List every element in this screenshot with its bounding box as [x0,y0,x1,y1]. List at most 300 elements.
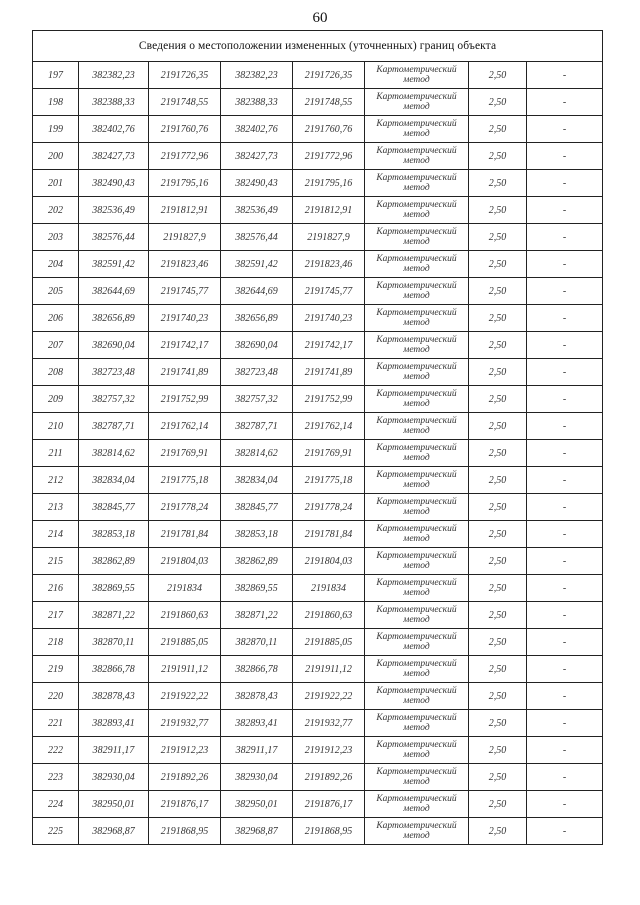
x-old-cell: 382930,04 [79,764,149,791]
method-cell [365,197,469,224]
method-line-1: Картометрический [376,92,457,102]
x-new-cell: 382388,33 [221,89,293,116]
method-cell [365,332,469,359]
note-cell: - [527,116,603,143]
method-line-2: метод [403,399,430,409]
y-new-cell: 2191912,23 [293,737,365,764]
method-line-2: метод [403,183,430,193]
x-old-cell: 382845,77 [79,494,149,521]
y-new-cell: 2191740,23 [293,305,365,332]
method-cell [365,494,469,521]
accuracy-cell: 2,50 [469,575,527,602]
table-row [33,413,603,440]
x-new-cell: 382930,04 [221,764,293,791]
method-line-2: метод [403,480,430,490]
x-new-cell: 382787,71 [221,413,293,440]
y-old-cell: 2191752,99 [149,386,221,413]
table-title-row [33,31,603,62]
method-line-1: Картометрический [376,632,457,642]
y-old-cell: 2191834 [149,575,221,602]
page-number: 60 [312,10,328,26]
note-cell: - [527,278,603,305]
x-new-cell: 382878,43 [221,683,293,710]
y-old-cell: 2191781,84 [149,521,221,548]
accuracy-cell: 2,50 [469,116,527,143]
y-new-cell: 2191778,24 [293,494,365,521]
method-line-1: Картометрический [376,686,457,696]
table-row [33,737,603,764]
note-cell: - [527,413,603,440]
table-row [33,494,603,521]
method-cell [365,791,469,818]
note-cell: - [527,818,603,845]
table-row [33,332,603,359]
accuracy-cell: 2,50 [469,62,527,89]
y-new-cell: 2191760,76 [293,116,365,143]
y-new-cell: 2191827,9 [293,224,365,251]
note-cell: - [527,548,603,575]
y-new-cell: 2191772,96 [293,143,365,170]
method-line-1: Картометрический [376,659,457,669]
y-old-cell: 2191860,63 [149,602,221,629]
accuracy-cell: 2,50 [469,737,527,764]
accuracy-cell: 2,50 [469,683,527,710]
y-new-cell: 2191804,03 [293,548,365,575]
y-old-cell: 2191892,26 [149,764,221,791]
point-number-cell: 223 [33,764,79,791]
y-old-cell: 2191762,14 [149,413,221,440]
point-number-cell: 215 [33,548,79,575]
x-new-cell: 382427,73 [221,143,293,170]
method-line-1: Картометрический [376,416,457,426]
y-old-cell: 2191742,17 [149,332,221,359]
method-line-2: метод [403,129,430,139]
table-row [33,683,603,710]
method-cell [365,521,469,548]
table-row [33,791,603,818]
point-number-cell: 201 [33,170,79,197]
point-number-cell: 210 [33,413,79,440]
y-new-cell: 2191742,17 [293,332,365,359]
x-old-cell: 382911,17 [79,737,149,764]
x-new-cell: 382591,42 [221,251,293,278]
x-old-cell: 382757,32 [79,386,149,413]
note-cell: - [527,710,603,737]
y-new-cell: 2191769,91 [293,440,365,467]
y-new-cell: 2191834 [293,575,365,602]
y-new-cell: 2191748,55 [293,89,365,116]
x-old-cell: 382591,42 [79,251,149,278]
method-line-2: метод [403,669,430,679]
accuracy-cell: 2,50 [469,440,527,467]
y-new-cell: 2191812,91 [293,197,365,224]
table-row [33,224,603,251]
note-cell: - [527,575,603,602]
method-cell [365,710,469,737]
method-line-1: Картометрический [376,173,457,183]
table-row [33,818,603,845]
table-row [33,62,603,89]
method-cell [365,170,469,197]
y-old-cell: 2191827,9 [149,224,221,251]
point-number-cell: 214 [33,521,79,548]
y-old-cell: 2191795,16 [149,170,221,197]
method-line-2: метод [403,723,430,733]
method-line-1: Картометрический [376,605,457,615]
point-number-cell: 212 [33,467,79,494]
method-cell [365,467,469,494]
note-cell: - [527,791,603,818]
table-row [33,251,603,278]
point-number-cell: 199 [33,116,79,143]
y-new-cell: 2191892,26 [293,764,365,791]
table-row [33,764,603,791]
y-old-cell: 2191804,03 [149,548,221,575]
method-line-2: метод [403,102,430,112]
table-row [33,197,603,224]
x-new-cell: 382814,62 [221,440,293,467]
method-line-2: метод [403,264,430,274]
y-new-cell: 2191781,84 [293,521,365,548]
method-line-1: Картометрический [376,362,457,372]
x-new-cell: 382870,11 [221,629,293,656]
y-new-cell: 2191932,77 [293,710,365,737]
point-number-cell: 222 [33,737,79,764]
y-old-cell: 2191778,24 [149,494,221,521]
point-number-cell: 211 [33,440,79,467]
y-new-cell: 2191741,89 [293,359,365,386]
y-old-cell: 2191772,96 [149,143,221,170]
table-row [33,278,603,305]
x-new-cell: 382757,32 [221,386,293,413]
method-line-2: метод [403,696,430,706]
x-new-cell: 382382,23 [221,62,293,89]
method-line-1: Картометрический [376,578,457,588]
method-line-2: метод [403,318,430,328]
x-new-cell: 382834,04 [221,467,293,494]
accuracy-cell: 2,50 [469,278,527,305]
y-old-cell: 2191769,91 [149,440,221,467]
method-line-2: метод [403,777,430,787]
method-line-1: Картометрический [376,65,457,75]
point-number-cell: 205 [33,278,79,305]
accuracy-cell: 2,50 [469,89,527,116]
y-old-cell: 2191932,77 [149,710,221,737]
accuracy-cell: 2,50 [469,386,527,413]
method-line-1: Картометрический [376,767,457,777]
table-row [33,602,603,629]
y-old-cell: 2191885,05 [149,629,221,656]
table-row [33,359,603,386]
y-old-cell: 2191823,46 [149,251,221,278]
accuracy-cell: 2,50 [469,521,527,548]
method-line-1: Картометрический [376,389,457,399]
point-number-cell: 225 [33,818,79,845]
accuracy-cell: 2,50 [469,170,527,197]
accuracy-cell: 2,50 [469,467,527,494]
point-number-cell: 202 [33,197,79,224]
accuracy-cell: 2,50 [469,224,527,251]
x-old-cell: 382536,49 [79,197,149,224]
y-old-cell: 2191868,95 [149,818,221,845]
y-old-cell: 2191760,76 [149,116,221,143]
table-row [33,548,603,575]
x-old-cell: 382427,73 [79,143,149,170]
point-number-cell: 221 [33,710,79,737]
x-new-cell: 382911,17 [221,737,293,764]
x-old-cell: 382723,48 [79,359,149,386]
method-cell [365,386,469,413]
x-old-cell: 382656,89 [79,305,149,332]
y-old-cell: 2191922,22 [149,683,221,710]
note-cell: - [527,467,603,494]
note-cell: - [527,440,603,467]
x-new-cell: 382723,48 [221,359,293,386]
x-new-cell: 382869,55 [221,575,293,602]
y-new-cell: 2191885,05 [293,629,365,656]
method-line-2: метод [403,156,430,166]
x-new-cell: 382656,89 [221,305,293,332]
method-line-2: метод [403,291,430,301]
x-new-cell: 382690,04 [221,332,293,359]
note-cell: - [527,629,603,656]
x-old-cell: 382787,71 [79,413,149,440]
method-line-2: метод [403,426,430,436]
note-cell: - [527,602,603,629]
method-cell [365,818,469,845]
y-old-cell: 2191775,18 [149,467,221,494]
x-old-cell: 382968,87 [79,818,149,845]
accuracy-cell: 2,50 [469,251,527,278]
point-number-cell: 224 [33,791,79,818]
accuracy-cell: 2,50 [469,332,527,359]
x-old-cell: 382576,44 [79,224,149,251]
point-number-cell: 198 [33,89,79,116]
accuracy-cell: 2,50 [469,413,527,440]
note-cell: - [527,143,603,170]
method-cell [365,224,469,251]
x-old-cell: 382878,43 [79,683,149,710]
x-old-cell: 382862,89 [79,548,149,575]
point-number-cell: 204 [33,251,79,278]
method-line-1: Картометрический [376,146,457,156]
note-cell: - [527,656,603,683]
method-line-1: Картометрический [376,254,457,264]
y-old-cell: 2191726,35 [149,62,221,89]
point-number-cell: 213 [33,494,79,521]
accuracy-cell: 2,50 [469,629,527,656]
method-cell [365,548,469,575]
table-row [33,143,603,170]
method-line-1: Картометрический [376,551,457,561]
method-line-1: Картометрический [376,524,457,534]
accuracy-cell: 2,50 [469,359,527,386]
y-old-cell: 2191741,89 [149,359,221,386]
y-old-cell: 2191740,23 [149,305,221,332]
y-new-cell: 2191795,16 [293,170,365,197]
x-new-cell: 382576,44 [221,224,293,251]
note-cell: - [527,251,603,278]
method-cell [365,305,469,332]
x-new-cell: 382862,89 [221,548,293,575]
note-cell: - [527,494,603,521]
note-cell: - [527,386,603,413]
point-number-cell: 207 [33,332,79,359]
y-new-cell: 2191823,46 [293,251,365,278]
method-cell [365,575,469,602]
accuracy-cell: 2,50 [469,656,527,683]
method-line-2: метод [403,507,430,517]
method-cell [365,737,469,764]
point-number-cell: 208 [33,359,79,386]
method-line-2: метод [403,345,430,355]
y-new-cell: 2191762,14 [293,413,365,440]
accuracy-cell: 2,50 [469,494,527,521]
note-cell: - [527,332,603,359]
x-new-cell: 382644,69 [221,278,293,305]
table-row [33,575,603,602]
x-old-cell: 382871,22 [79,602,149,629]
point-number-cell: 218 [33,629,79,656]
y-old-cell: 2191912,23 [149,737,221,764]
table-row [33,116,603,143]
x-old-cell: 382870,11 [79,629,149,656]
method-cell [365,359,469,386]
method-cell [365,413,469,440]
table-row [33,521,603,548]
method-line-2: метод [403,561,430,571]
x-old-cell: 382388,33 [79,89,149,116]
y-new-cell: 2191860,63 [293,602,365,629]
method-line-2: метод [403,804,430,814]
table-row [33,386,603,413]
note-cell: - [527,359,603,386]
y-new-cell: 2191911,12 [293,656,365,683]
method-line-1: Картометрический [376,713,457,723]
point-number-cell: 209 [33,386,79,413]
method-cell [365,683,469,710]
point-number-cell: 200 [33,143,79,170]
accuracy-cell: 2,50 [469,197,527,224]
method-line-2: метод [403,642,430,652]
method-cell [365,251,469,278]
x-old-cell: 382644,69 [79,278,149,305]
y-new-cell: 2191745,77 [293,278,365,305]
x-new-cell: 382871,22 [221,602,293,629]
x-new-cell: 382866,78 [221,656,293,683]
x-new-cell: 382968,87 [221,818,293,845]
accuracy-cell: 2,50 [469,710,527,737]
x-old-cell: 382866,78 [79,656,149,683]
table-row [33,89,603,116]
table-row [33,710,603,737]
y-new-cell: 2191752,99 [293,386,365,413]
method-line-1: Картометрический [376,794,457,804]
x-old-cell: 382490,43 [79,170,149,197]
table-row [33,467,603,494]
method-line-1: Картометрический [376,740,457,750]
method-line-2: метод [403,750,430,760]
method-cell [365,143,469,170]
boundary-table [32,30,603,845]
x-new-cell: 382950,01 [221,791,293,818]
method-cell [365,764,469,791]
note-cell: - [527,62,603,89]
note-cell: - [527,305,603,332]
method-line-2: метод [403,75,430,85]
point-number-cell: 216 [33,575,79,602]
point-number-cell: 203 [33,224,79,251]
accuracy-cell: 2,50 [469,548,527,575]
method-line-1: Картометрический [376,470,457,480]
y-new-cell: 2191876,17 [293,791,365,818]
method-line-1: Картометрический [376,497,457,507]
table-row [33,305,603,332]
accuracy-cell: 2,50 [469,818,527,845]
method-cell [365,656,469,683]
method-line-1: Картометрический [376,281,457,291]
x-new-cell: 382490,43 [221,170,293,197]
x-new-cell: 382845,77 [221,494,293,521]
method-cell [365,629,469,656]
x-old-cell: 382950,01 [79,791,149,818]
x-new-cell: 382402,76 [221,116,293,143]
point-number-cell: 197 [33,62,79,89]
y-new-cell: 2191726,35 [293,62,365,89]
method-cell [365,89,469,116]
note-cell: - [527,764,603,791]
note-cell: - [527,737,603,764]
method-line-2: метод [403,372,430,382]
x-new-cell: 382853,18 [221,521,293,548]
table-row [33,440,603,467]
table-row [33,656,603,683]
accuracy-cell: 2,50 [469,602,527,629]
method-cell [365,278,469,305]
x-old-cell: 382834,04 [79,467,149,494]
method-line-1: Картометрический [376,308,457,318]
method-line-2: метод [403,588,430,598]
x-new-cell: 382536,49 [221,197,293,224]
point-number-cell: 217 [33,602,79,629]
note-cell: - [527,197,603,224]
x-old-cell: 382869,55 [79,575,149,602]
method-cell [365,116,469,143]
method-cell [365,440,469,467]
y-new-cell: 2191922,22 [293,683,365,710]
y-new-cell: 2191775,18 [293,467,365,494]
method-line-2: метод [403,615,430,625]
method-line-2: метод [403,237,430,247]
accuracy-cell: 2,50 [469,143,527,170]
y-old-cell: 2191748,55 [149,89,221,116]
note-cell: - [527,521,603,548]
x-new-cell: 382893,41 [221,710,293,737]
method-line-1: Картометрический [376,335,457,345]
table-row [33,629,603,656]
point-number-cell: 219 [33,656,79,683]
x-old-cell: 382893,41 [79,710,149,737]
table-title: Сведения о местоположении измененных (уточненных) границ объекта [33,31,603,62]
point-number-cell: 206 [33,305,79,332]
accuracy-cell: 2,50 [469,791,527,818]
method-line-2: метод [403,831,430,841]
method-line-1: Картометрический [376,443,457,453]
method-line-1: Картометрический [376,227,457,237]
note-cell: - [527,683,603,710]
method-line-1: Картометрический [376,821,457,831]
y-old-cell: 2191911,12 [149,656,221,683]
